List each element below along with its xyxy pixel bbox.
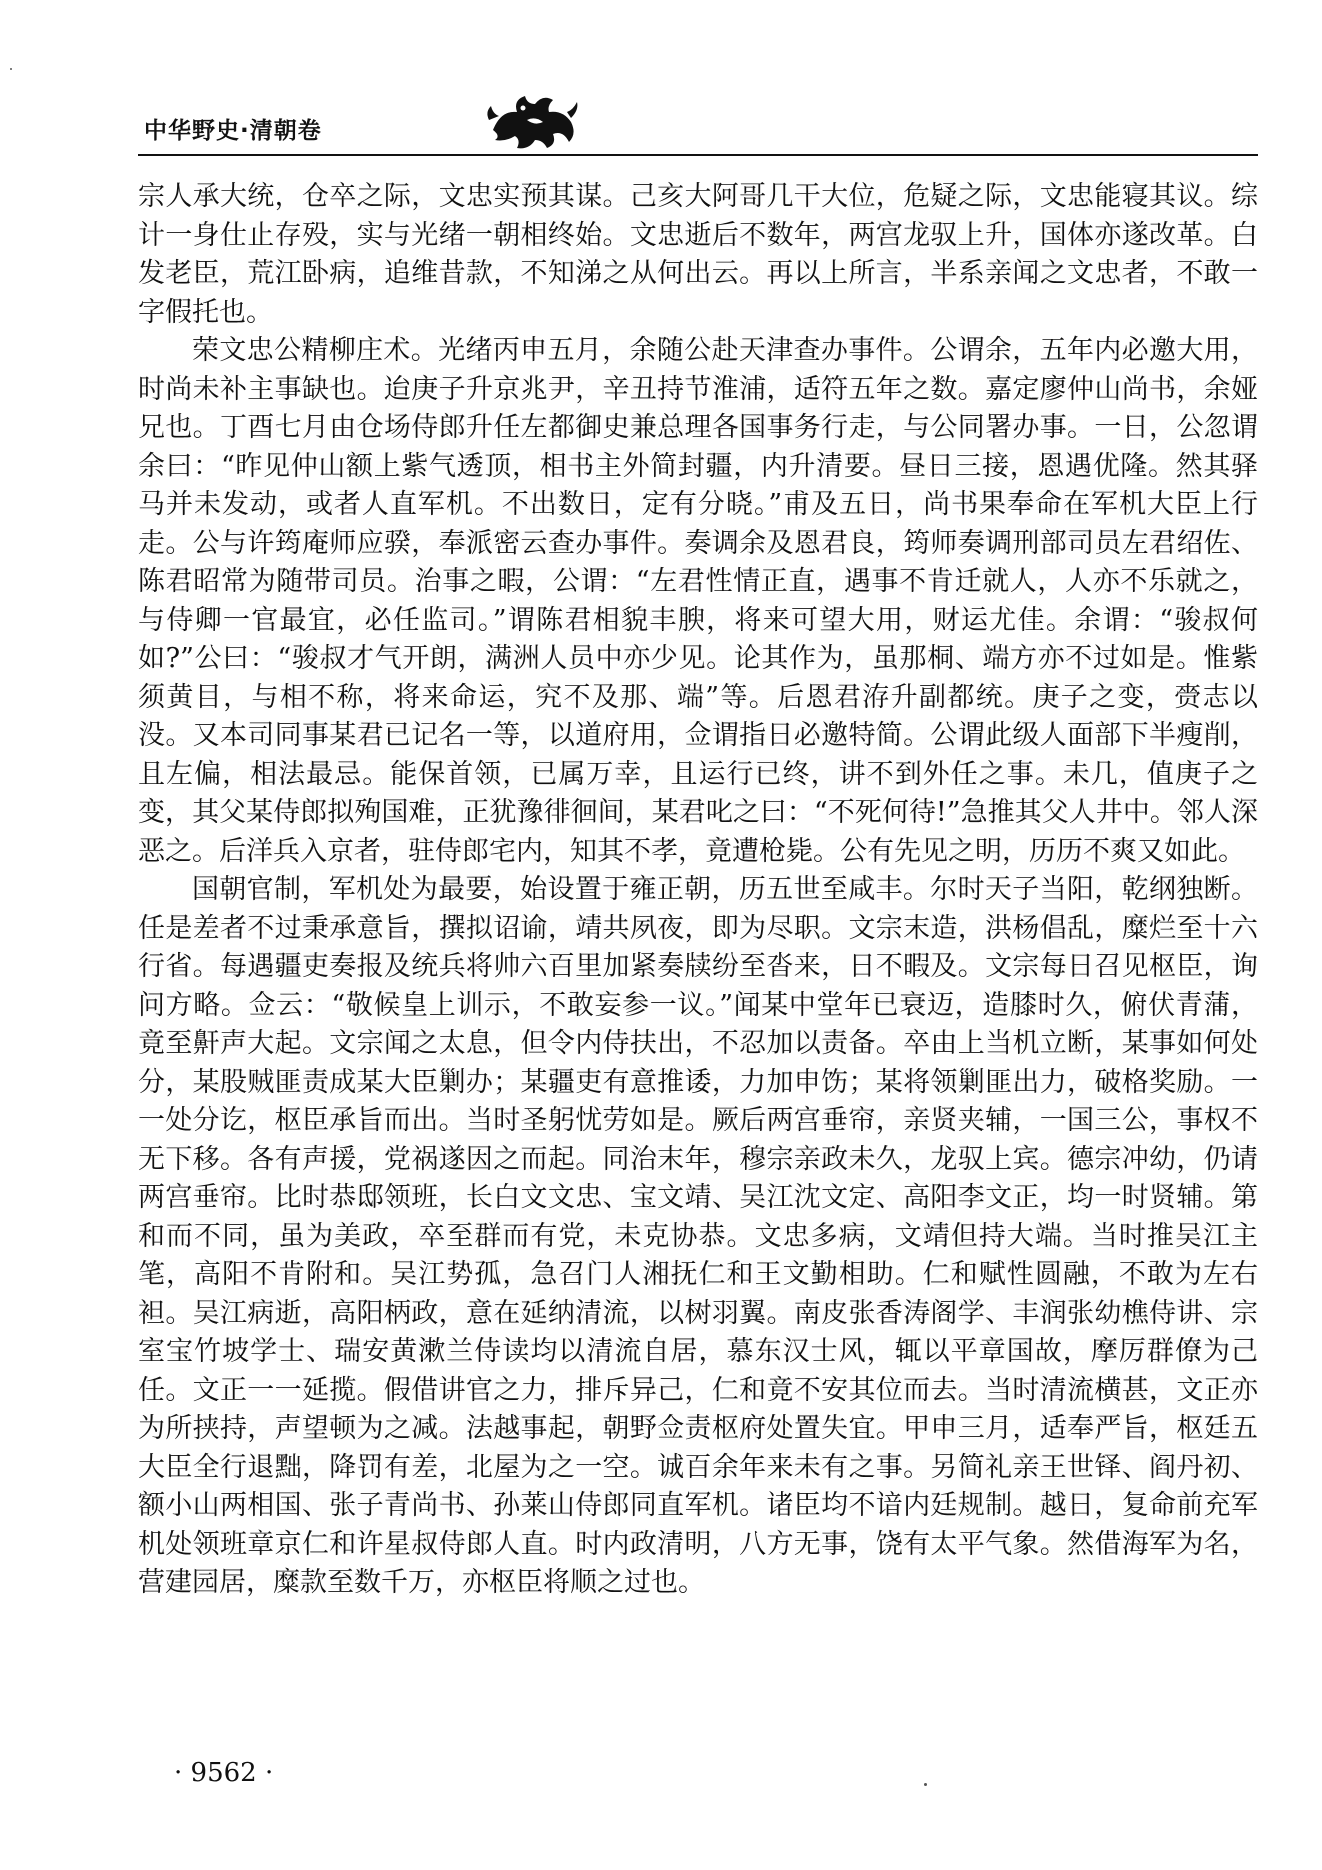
dragon-emblem-icon <box>483 90 583 154</box>
paragraph-3: 国朝官制，军机处为最要，始设置于雍正朝，历五世至咸丰。尔时天子当阳，乾纲独断。任是差者不过秉承意旨，撰拟诏谕，靖共夙夜，即为尽职。文宗末造，洪杨倡乱，糜烂至十六行省。每遇疆吏奏报及统兵将帅六百里加紧奏牍纷至沓来，日不暇及。文宗每日召见枢臣，询问方略。佥云：“敬候皇上训示，不敢妄参一议。”闻某中堂年已衰迈，造膝时久，俯伏青蒲，竟至鼾声大起。文宗闻之太息，但令内侍扶出，不忍加以责备。卒由上当机立断，某事如何处分，某股贼匪责成某大臣剿办；某疆吏有意推诿，力加申饬；某将领剿匪出力，破格奖励。一一处分讫，枢臣承旨而出。当时圣躬忧劳如是。厥后两宫垂帘，亲贤夹辅，一国三公，事权不无下移。各有声援，党祸遂因之而起。同治末年，穆宗亲政未久，龙驭上宾。德宗冲幼，仍请两宫垂帘。比时恭邸领班，长白文文忠、宝文靖、吴江沈文定、高阳李文正，均一时贤辅。第和而不同，虽为美政，卒至群而有党，未克协恭。文忠多病，文靖但持大端。当时推吴江主笔，高阳不肯附和。吴江势孤，急召门人湘抚仁和王文勤相助。仁和赋性圆融，不敢为左右袒。吴江病逝，高阳柄政，意在延纳清流，以树羽翼。南皮张香涛阁学、丰润张幼樵侍讲、宗室宝竹坡学士、瑞安黄漱兰侍读均以清流自居，慕东汉士风，辄以平章国故，摩厉群僚为己任。文正一一延揽。假借讲官之力，排斥异己，仁和竟不安其位而去。当时清流横甚，文正亦为所挟持，声望顿为之减。法越事起，朝野佥责枢府处置失宜。甲申三月，适奉严旨，枢廷五大臣全行退黜，降罚有差，北屋为之一空。诚百余年来未有之事。另简礼亲王世铎、阎丹初、额小山两相国、张子青尚书、孙莱山侍郎同直军机。诸臣均不谙内廷规制。越日，复命前充军机处领班章京仁和许星叔侍郎人直。时内政清明，八方无事，饶有太平气象。然借海军为名，营建园居，糜款至数千万，亦枢臣将顺之过也。 <box>138 874 1258 1598</box>
paragraph-2: 荣文忠公精柳庄术。光绪丙申五月，余随公赴天津查办事件。公谓余，五年内必邀大用，时尚未补主事缺也。迨庚子升京兆尹，辛丑持节淮浦，适符五年之数。嘉定廖仲山尚书，余娅兄也。丁酉七月由仓场侍郎升任左都御史兼总理各国事务行走，与公同署办事。一日，公忽谓余曰：“昨见仲山额上紫气透顶，相书主外简封疆，内升清要。昼日三接，恩遇优隆。然其驿马并未发动，或者人直军机。不出数日，定有分晓。”甫及五日，尚书果奉命在军机大臣上行走。公与许筠庵师应骙，奉派密云查办事件。奏调余及恩君良，筠师奏调刑部司员左君绍佐、陈君昭常为随带司员。治事之暇，公谓：“左君性情正直，遇事不肯迁就人，人亦不乐就之，与侍卿一官最宜，必任监司。”谓陈君相貌丰腴，将来可望大用，财运尤佳。余谓：“骏叔何如?”公曰：“骏叔才气开朗，满洲人员中亦少见。论其作为，虽那桐、端方亦不过如是。惟紫须黄目，与相不称，将来命运，究不及那、端”等。后恩君洊升副都统。庚子之变，赍志以没。又本司同事某君已记名一等，以道府用，佥谓指日必邀特简。公谓此级人面部下半瘦削，且左偏，相法最忌。能保首领，已属万幸，且运行已终，讲不到外任之事。未几，值庚子之变，其父某侍郎拟殉国难，正犹豫徘徊间，某君叱之曰：“不死何待!”急推其父人井中。邻人深恶之。后洋兵入京者，驻侍郎宅内，知其不孝，竟遭枪毙。公有先见之明，历历不爽又如此。 <box>138 335 1258 867</box>
scan-speck <box>924 1783 927 1786</box>
page-number: · 9562 · <box>174 1758 274 1788</box>
scan-speck <box>10 68 12 70</box>
header-rule <box>138 154 1258 156</box>
paragraph-1: 宗人承大统，仓卒之际，文忠实预其谋。己亥大阿哥几干大位，危疑之际，文忠能寝其议。综计一身仕止存殁，实与光绪一朝相终始。文忠逝后不数年，两宫龙驭上升，国体亦遂改革。白发老臣，荒江卧病，追维昔款，不知涕之从何出云。再以上所言，半系亲闻之文忠者，不敢一字假托也。 <box>138 181 1258 328</box>
running-header <box>138 98 1258 158</box>
book-title: 中华野史·清朝卷 <box>144 118 322 144</box>
body-text <box>138 178 1258 1603</box>
